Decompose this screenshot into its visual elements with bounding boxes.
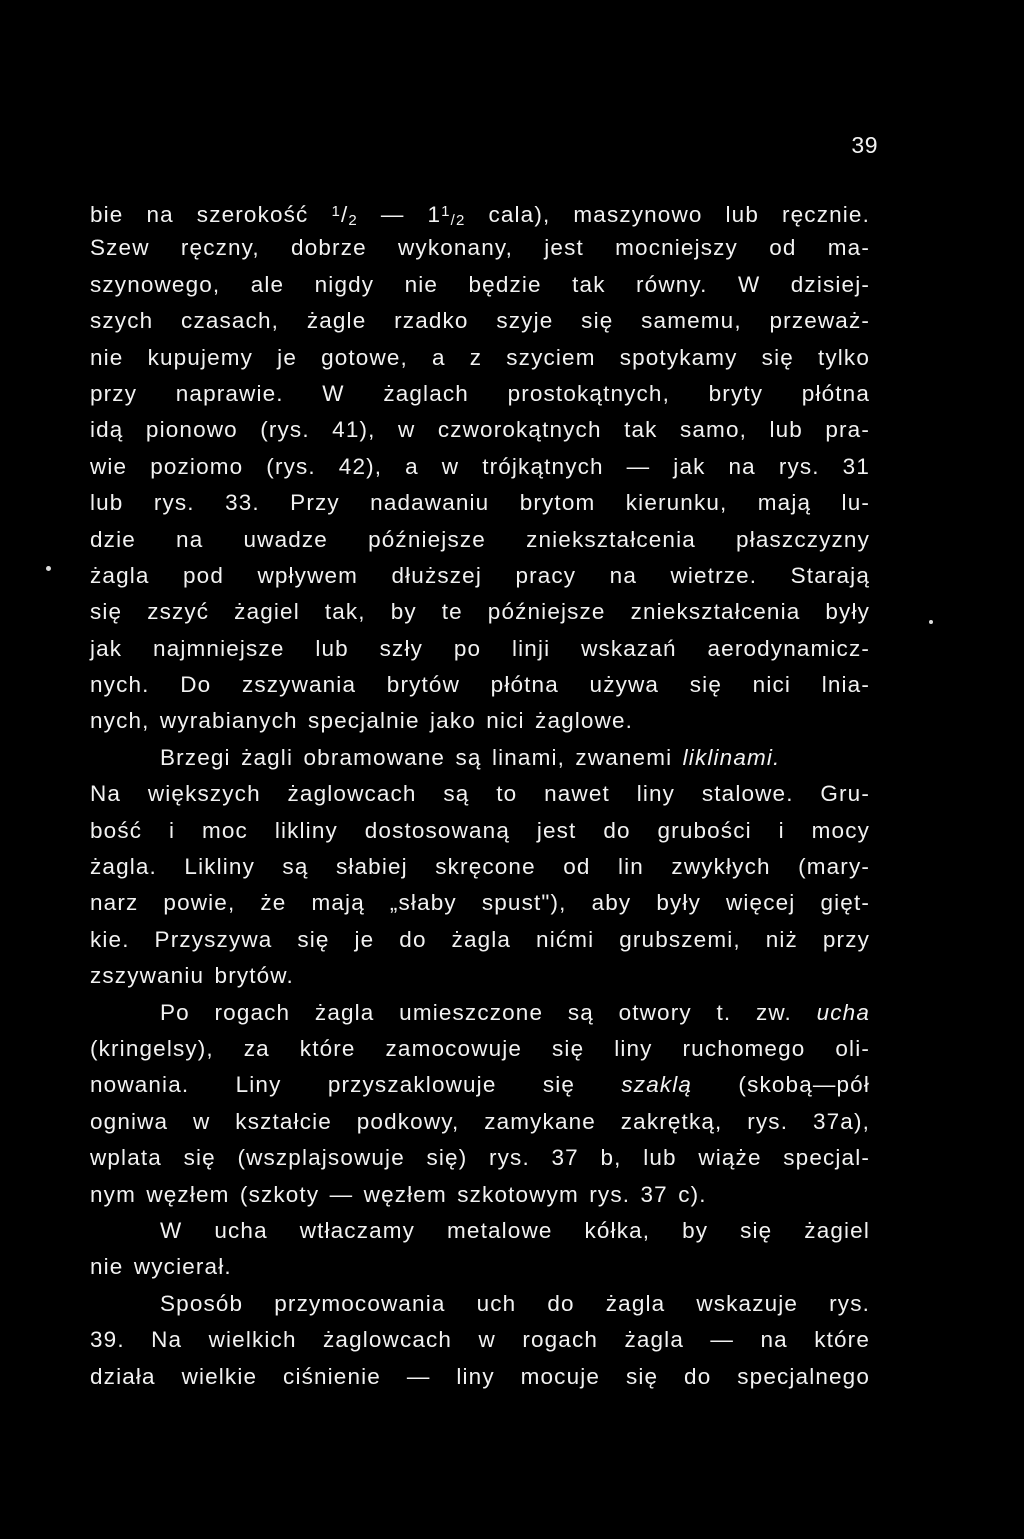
text-line: nych. Do zszywania brytów płótna używa się nici lnia- bbox=[90, 672, 870, 698]
text-line: dzie na uwadze późniejsze zniekształcenia płaszczyzny bbox=[90, 526, 870, 552]
text-line: przy naprawie. W żaglach prostokątnych, bryty płótna bbox=[90, 380, 870, 406]
text-line: nie kupujemy je gotowe, a z szyciem spotykamy się tylko bbox=[90, 344, 870, 370]
text-line: zszywaniu brytów. bbox=[90, 963, 294, 989]
text-line: kie. Przyszywa się je do żagla nićmi grubszemi, niż przy bbox=[90, 926, 870, 952]
text-line: szynowego, ale nigdy nie będzie tak równy. W dzisiej- bbox=[90, 271, 870, 297]
text-line: narz powie, że mają „słaby spust"), aby były więcej gięt- bbox=[90, 890, 870, 916]
text-line: żagla pod wpływem dłuższej pracy na wietrze. Starają bbox=[90, 562, 870, 588]
page-number: 39 bbox=[851, 132, 878, 158]
text-line: W ucha wtłaczamy metalowe kółka, by się żagiel bbox=[160, 1217, 870, 1243]
text-line: wplata się (wszplajsowuje się) rys. 37 b, lub wiąże specjal- bbox=[90, 1145, 870, 1171]
text-line: nym węzłem (szkoty — węzłem szkotowym rys. 37 c). bbox=[90, 1181, 707, 1207]
text-line: nie wycierał. bbox=[90, 1254, 232, 1280]
text-line: nych, wyrabianych specjalnie jako nici żaglowe. bbox=[90, 708, 634, 734]
body-text bbox=[90, 194, 870, 1395]
text-line: żagla. Likliny są słabiej skręcone od lin zwykłych (mary- bbox=[90, 854, 870, 880]
text-line: się zszyć żagiel tak, by te późniejsze zniekształcenia były bbox=[90, 599, 870, 625]
text-line: ogniwa w kształcie podkowy, zamykane zakrętką, rys. 37a), bbox=[90, 1108, 870, 1134]
text-line: Brzegi żagli obramowane są linami, zwanemi liklinami. bbox=[160, 744, 781, 770]
text-line: działa wielkie ciśnienie — liny mocuje się do specjalnego bbox=[90, 1363, 870, 1389]
scan-speck bbox=[929, 620, 933, 624]
text-line: szych czasach, żagle rzadko szyje się samemu, przeważ- bbox=[90, 308, 870, 334]
text-line: wie poziomo (rys. 42), a w trójkątnych — jak na rys. 31 bbox=[90, 453, 870, 479]
text-line: Szew ręczny, dobrze wykonany, jest mocniejszy od ma- bbox=[90, 235, 870, 261]
text-line: Po rogach żagla umieszczone są otwory t. zw. ucha bbox=[160, 999, 870, 1025]
text-line: (kringelsy), za które zamocowuje się liny ruchomego oli- bbox=[90, 1035, 870, 1061]
text-line: Sposób przymocowania uch do żagla wskazuje rys. bbox=[160, 1290, 870, 1316]
text-line: jak najmniejsze lub szły po linji wskazań aerodynamicz- bbox=[90, 635, 870, 661]
text-line: Na większych żaglowcach są to nawet liny stalowe. Gru- bbox=[90, 781, 870, 807]
text-line: bość i moc likliny dostosowaną jest do grubości i mocy bbox=[90, 817, 870, 843]
text-line: 39. Na wielkich żaglowcach w rogach żagla — na które bbox=[90, 1327, 870, 1353]
text-line: idą pionowo (rys. 41), w czworokątnych tak samo, lub pra- bbox=[90, 417, 870, 443]
text-line: bie na szerokość $^1$/2 — $1^1/2$ cala), maszynowo lub ręcznie. bbox=[90, 202, 870, 229]
text-line: nowania. Liny przyszaklowuje się szaklą (skobą—pół bbox=[90, 1072, 870, 1098]
text-line: lub rys. 33. Przy nadawaniu brytom kierunku, mają lu- bbox=[90, 490, 870, 516]
scan-speck bbox=[46, 566, 51, 571]
